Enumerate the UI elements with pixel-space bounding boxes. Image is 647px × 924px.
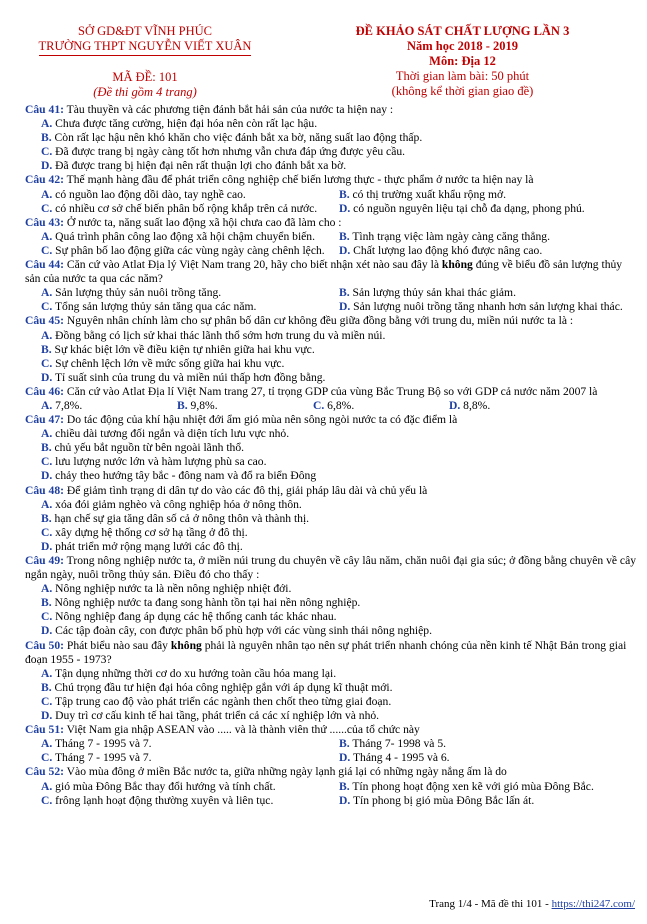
- option-letter: A.: [41, 427, 53, 441]
- question-text: Căn cứ vào Atlat Địa lí Việt Nam trang 27, tỉ trọng GDP của vùng Bắc Trung Bộ so với GDP cả nước năm 2007 là: [63, 384, 598, 398]
- question: [25, 216, 637, 258]
- question-number: Câu 49:: [25, 554, 64, 567]
- option-letter: B.: [41, 680, 52, 694]
- answer-option[interactable]: [41, 737, 339, 751]
- answer-option[interactable]: [25, 145, 637, 159]
- question-number: Câu 45:: [25, 314, 64, 328]
- option-text: Đã được trang bị hiện đại nên rất thuận lợi cho đánh bắt xa bờ.: [52, 159, 347, 173]
- question-number: Câu 41:: [25, 103, 64, 116]
- option-letter: B.: [339, 187, 350, 201]
- option-letter: D.: [41, 539, 53, 553]
- exam-code: MÃ ĐỀ: 101: [112, 70, 178, 84]
- option-letter: C.: [41, 455, 53, 469]
- question-stem: [25, 314, 637, 328]
- option-text: chiều dài tương đối ngắn và diện tích lưu vực nhỏ.: [52, 427, 290, 441]
- answer-option[interactable]: [41, 751, 339, 765]
- option-row: [25, 202, 637, 216]
- answer-option[interactable]: [25, 498, 637, 512]
- answer-option[interactable]: [25, 681, 637, 695]
- answer-option[interactable]: [25, 695, 637, 709]
- question: [25, 258, 637, 314]
- answer-option[interactable]: [25, 540, 637, 554]
- department: SỞ GD&ĐT VĨNH PHÚC: [78, 24, 212, 38]
- answer-option[interactable]: [25, 427, 637, 441]
- option-letter: A.: [41, 117, 53, 131]
- option-text: Tập trung cao độ vào phát triển các ngành then chốt theo từng giai đoạn.: [52, 694, 392, 708]
- option-text: Tháng 4 - 1995 và 6.: [350, 751, 450, 765]
- option-letter: A.: [41, 398, 53, 412]
- question-stem: [25, 413, 637, 427]
- answer-option[interactable]: [177, 399, 313, 413]
- question-number: Câu 46:: [25, 384, 64, 398]
- answer-option[interactable]: [41, 230, 339, 244]
- option-row: [25, 399, 637, 413]
- option-text: chảy theo hướng tây bắc - đông nam và đổ ra biển Đông: [52, 469, 317, 483]
- option-letter: A.: [41, 286, 53, 300]
- option-text: có thị trường xuất khẩu rộng mở.: [349, 187, 506, 201]
- answer-option[interactable]: [41, 244, 339, 258]
- question: [25, 173, 637, 215]
- option-text: có nhiều cơ sở chế biến phân bố rộng khắp trên cả nước.: [52, 201, 318, 215]
- question-stem: [25, 554, 637, 582]
- option-text: Tổng sản lượng thủy sản tăng qua các năm.: [52, 300, 257, 314]
- answer-option[interactable]: [339, 244, 637, 258]
- option-letter: C.: [313, 398, 325, 412]
- option-text: Tình trạng việc làm ngày càng căng thẳng.: [349, 229, 550, 243]
- option-letter: D.: [339, 243, 351, 257]
- option-text: 6,8%.: [324, 398, 355, 412]
- header-left: [20, 24, 270, 100]
- option-text: Nông nghiệp nước ta là nền nông nghiệp nhiệt đới.: [52, 582, 292, 596]
- option-letter: C.: [41, 145, 53, 159]
- option-letter: B.: [41, 441, 52, 455]
- option-text: phát triển mở rộng mạng lưới các đô thị.: [52, 539, 243, 553]
- option-text: gió mùa Đông Bắc thay đổi hướng và tính chất.: [52, 779, 276, 793]
- answer-option[interactable]: [25, 371, 637, 385]
- answer-option[interactable]: [25, 709, 637, 723]
- option-letter: A.: [41, 666, 53, 680]
- option-letter: D.: [41, 370, 53, 384]
- subject: Môn: Địa 12: [429, 54, 496, 68]
- option-text: chủ yếu bắt nguồn từ bên ngoài lãnh thổ.: [51, 441, 245, 455]
- exam-title: ĐỀ KHẢO SÁT CHẤT LƯỢNG LẦN 3: [355, 24, 570, 38]
- answer-option[interactable]: [41, 300, 339, 314]
- question: [25, 723, 637, 765]
- answer-option[interactable]: [25, 343, 637, 357]
- time-note: (không kể thời gian giao đề): [391, 84, 534, 98]
- option-letter: C.: [41, 243, 53, 257]
- option-letter: D.: [449, 398, 461, 412]
- option-letter: D.: [41, 469, 53, 483]
- answer-option[interactable]: [339, 737, 637, 751]
- question: [25, 765, 637, 807]
- answer-option[interactable]: [339, 780, 637, 794]
- answer-option[interactable]: [41, 202, 339, 216]
- answer-option[interactable]: [339, 794, 637, 808]
- answer-option[interactable]: [41, 780, 339, 794]
- option-letter: D.: [41, 159, 53, 173]
- option-text: Duy trì cơ cấu kinh tế hai tầng, phát triển cả các xí nghiệp lớn và nhỏ.: [52, 709, 380, 723]
- question-stem: [25, 723, 637, 737]
- option-row: [25, 244, 637, 258]
- answer-option[interactable]: [25, 582, 637, 596]
- option-text: 8,8%.: [460, 398, 491, 412]
- footer-text: Trang 1/4 - Mã đề thi 101 -: [429, 898, 552, 910]
- option-text: Sự khác biệt lớn về điều kiện tự nhiên giữa hai khu vực.: [51, 342, 315, 356]
- answer-option[interactable]: [41, 188, 339, 202]
- option-text: có nguồn lao động dồi dào, tay nghề cao.: [52, 187, 246, 201]
- time-limit: Thời gian làm bài: 50 phút: [395, 69, 530, 83]
- page-footer: [429, 898, 635, 910]
- question: [25, 484, 637, 554]
- option-text: Đã được trang bị ngày càng tốt hơn nhưng vẫn chưa đáp ứng được yêu cầu.: [52, 145, 406, 159]
- question-text: đúng về biểu đồ sản lượng thủy sản của nước ta qua các năm?: [25, 258, 623, 286]
- option-text: Tận dụng những thời cơ do xu hướng toàn cầu hóa mang lại.: [52, 666, 337, 680]
- question-text: Ở nước ta, năng suất lao động xã hội chưa cao đã làm cho :: [63, 215, 342, 229]
- option-letter: A.: [41, 187, 53, 201]
- option-letter: B.: [177, 398, 188, 412]
- question-stem: [25, 173, 637, 187]
- option-text: Tín phong hoạt động xen kẽ với gió mùa Đông Bắc.: [349, 779, 594, 793]
- answer-option[interactable]: [25, 357, 637, 371]
- question-text: Vào mùa đông ở miền Bắc nước ta, giữa những ngày lạnh giá lại có những ngày nắng ấm là do: [63, 765, 507, 779]
- answer-option[interactable]: [25, 469, 637, 483]
- answer-option[interactable]: [25, 329, 637, 343]
- question-stem: [25, 385, 637, 399]
- option-text: xây dựng hệ thống cơ sở hạ tầng ở đô thị.: [52, 525, 248, 539]
- option-letter: C.: [41, 694, 53, 708]
- option-letter: D.: [339, 201, 351, 215]
- answer-option[interactable]: [339, 751, 637, 765]
- option-letter: D.: [41, 624, 53, 638]
- question-number: Câu 52:: [25, 765, 64, 779]
- option-letter: C.: [41, 610, 53, 624]
- option-letter: A.: [41, 737, 53, 751]
- question-stem: [25, 765, 637, 779]
- question-text: Để giảm tình trạng di dân tự do vào các đô thị, giải pháp lâu dài và chủ yếu là: [63, 483, 428, 497]
- question-stem: [25, 216, 637, 230]
- school-year: Năm học 2018 - 2019: [406, 39, 519, 53]
- option-text: Tín phong bị gió mùa Đông Bắc lấn át.: [350, 793, 535, 807]
- option-letter: A.: [41, 582, 53, 596]
- header-right: [290, 24, 635, 99]
- question-number: Câu 43:: [25, 215, 64, 229]
- option-letter: D.: [339, 793, 351, 807]
- answer-option[interactable]: [339, 286, 637, 300]
- option-text: Nông nghiệp nước ta đang song hành tồn tại hai nền nông nghiệp.: [51, 596, 361, 610]
- question-text: Trong nông nghiệp nước ta, ở miền núi trung du chuyên về cây lâu năm, chăn nuôi đại gia súc; ở đồng bằng chuyên về cây ngắn ngày, nuôi trồng thủy sản. Điều đó cho thấy :: [25, 554, 637, 582]
- question-stem: [25, 484, 637, 498]
- option-text: Các tập đoàn cây, con được phân bố phù hợp với các vùng sinh thái nông nghiệp.: [52, 624, 432, 638]
- option-row: [25, 188, 637, 202]
- option-row: [25, 737, 637, 751]
- question-text: Phát biểu nào sau đây: [63, 638, 171, 652]
- option-text: Quá trình phân công lao động xã hội chậm chuyển biến.: [52, 229, 316, 243]
- answer-option[interactable]: [25, 159, 637, 173]
- option-text: Sản lượng thủy sản nuôi trồng tăng.: [52, 286, 222, 300]
- option-text: Tỉ suất sinh của trung du và miền núi thấp hơn đồng bằng.: [52, 370, 326, 384]
- question-text: Tàu thuyền và các phương tiện đánh bắt hải sản của nước ta hiện nay :: [63, 103, 394, 116]
- option-text: Tháng 7- 1998 và 5.: [349, 737, 447, 751]
- option-text: Chưa được tăng cường, hiện đại hóa nên còn rất lạc hậu.: [52, 117, 318, 131]
- option-letter: B.: [41, 596, 52, 610]
- option-letter: A.: [41, 497, 53, 511]
- answer-option[interactable]: [25, 117, 637, 131]
- option-text: Đồng bằng có lịch sử khai thác lãnh thổ sớm hơn trung du và miền núi.: [52, 328, 386, 342]
- option-text: Nông nghiệp đang áp dụng các hệ thống canh tác khác nhau.: [52, 610, 337, 624]
- option-text: frông lạnh hoạt động thường xuyên và liên tục.: [52, 793, 274, 807]
- question-number: Câu 51:: [25, 723, 64, 737]
- option-text: có nguồn nguyên liệu tại chỗ đa dạng, phong phú.: [350, 201, 585, 215]
- answer-option[interactable]: [313, 399, 449, 413]
- answer-option[interactable]: [25, 455, 637, 469]
- option-letter: A.: [41, 779, 53, 793]
- question-list: [25, 103, 637, 808]
- answer-option[interactable]: [339, 300, 637, 314]
- option-text: Sự phân bố lao động giữa các vùng ngày càng chênh lệch.: [52, 243, 325, 257]
- answer-option[interactable]: [339, 188, 637, 202]
- question-number: Câu 47:: [25, 413, 64, 427]
- answer-option[interactable]: [41, 286, 339, 300]
- question-text: Căn cứ vào Atlat Địa lý Việt Nam trang 20, hãy cho biết nhận xét nào sau đây là: [63, 258, 442, 272]
- option-row: [25, 286, 637, 300]
- option-text: Còn rất lạc hậu nên khó khăn cho việc đánh bắt xa bờ, năng suất lao động thấp.: [51, 131, 423, 145]
- answer-option[interactable]: [339, 230, 637, 244]
- question: [25, 554, 637, 639]
- option-text: Chú trọng đầu tư hiện đại hóa công nghiệp gắn với áp dụng kĩ thuật mới.: [51, 680, 393, 694]
- question-text: Do tác động của khí hậu nhiệt đới ẩm gió mùa nên sông ngòi nước ta có đặc điểm là: [63, 413, 458, 427]
- option-letter: B.: [339, 737, 350, 751]
- answer-option[interactable]: [25, 667, 637, 681]
- option-letter: C.: [41, 525, 53, 539]
- question-text: Việt Nam gia nhập ASEAN vào ..... và là thành viên thứ ......của tổ chức này: [63, 723, 420, 737]
- question-number: Câu 48:: [25, 483, 64, 497]
- question: [25, 413, 637, 483]
- option-row: [25, 794, 637, 808]
- question: [25, 314, 637, 384]
- school-name: TRƯỜNG THPT NGUYỄN VIẾT XUÂN: [39, 39, 252, 56]
- option-text: hạn chế sự gia tăng dân số cả ở nông thôn và thành thị.: [51, 511, 310, 525]
- option-row: [25, 751, 637, 765]
- footer-link[interactable]: https://thi247.com/: [551, 898, 635, 910]
- answer-option[interactable]: [449, 399, 585, 413]
- option-letter: B.: [41, 131, 52, 145]
- option-letter: B.: [41, 511, 52, 525]
- answer-option[interactable]: [25, 441, 637, 455]
- option-row: [25, 780, 637, 794]
- answer-option[interactable]: [25, 596, 637, 610]
- question: [25, 385, 637, 413]
- page-count: (Đề thi gồm 4 trang): [93, 85, 197, 99]
- option-text: Sản lượng thủy sản khai thác giảm.: [349, 286, 516, 300]
- option-letter: B.: [339, 779, 350, 793]
- question-stem: [25, 103, 637, 117]
- question-stem: [25, 258, 637, 286]
- option-text: xóa đói giảm nghèo và công nghiệp hóa ở nông thôn.: [52, 497, 302, 511]
- answer-option[interactable]: [25, 610, 637, 624]
- option-letter: D.: [339, 751, 351, 765]
- option-letter: C.: [41, 356, 53, 370]
- question: [25, 639, 637, 724]
- option-letter: D.: [41, 709, 53, 723]
- answer-option[interactable]: [41, 794, 339, 808]
- option-row: [25, 230, 637, 244]
- option-letter: C.: [41, 300, 53, 314]
- answer-option[interactable]: [339, 202, 637, 216]
- question-number: Câu 42:: [25, 173, 64, 187]
- option-row: [25, 300, 637, 314]
- option-text: 9,8%.: [187, 398, 218, 412]
- question-number: Câu 44:: [25, 258, 64, 272]
- option-letter: B.: [339, 229, 350, 243]
- option-letter: D.: [339, 300, 351, 314]
- question-emphasis: không: [170, 638, 202, 652]
- question-stem: [25, 639, 637, 667]
- option-letter: C.: [41, 751, 53, 765]
- option-letter: B.: [339, 286, 350, 300]
- option-text: lưu lượng nước lớn và hàm lượng phù sa cao.: [52, 455, 267, 469]
- option-text: Sự chênh lệch lớn về mức sống giữa hai khu vực.: [52, 356, 285, 370]
- option-letter: A.: [41, 229, 53, 243]
- question-text: Thế mạnh hàng đầu để phát triển công nghiệp chế biến lương thực - thực phẩm ở nước ta hiện nay là: [63, 173, 534, 187]
- option-letter: B.: [41, 342, 52, 356]
- question-text: phải là nguyên nhân tạo nên sự phát triển nhanh chóng của nền kinh tế Nhật Bản trong giai đoạn 1955 - 1973?: [25, 638, 627, 666]
- option-text: Chất lượng lao động khó được nâng cao.: [350, 243, 543, 257]
- option-letter: C.: [41, 793, 53, 807]
- question: [25, 103, 637, 173]
- option-text: Tháng 7 - 1995 và 7.: [52, 737, 152, 751]
- option-letter: C.: [41, 201, 53, 215]
- answer-option[interactable]: [25, 526, 637, 540]
- question-text: Nguyên nhân chính làm cho sự phân bố dân cư không đều giữa đồng bằng với trung du, miền núi nước ta là :: [63, 314, 574, 328]
- option-letter: A.: [41, 328, 53, 342]
- answer-option[interactable]: [25, 624, 637, 638]
- option-text: 7,8%.: [52, 398, 83, 412]
- option-text: Sản lượng nuôi trồng tăng nhanh hơn sản lượng khai thác.: [350, 300, 623, 314]
- answer-option[interactable]: [25, 512, 637, 526]
- option-text: Tháng 7 - 1995 và 7.: [52, 751, 152, 765]
- answer-option[interactable]: [41, 399, 177, 413]
- question-number: Câu 50:: [25, 638, 64, 652]
- question-emphasis: không: [441, 258, 473, 272]
- answer-option[interactable]: [25, 131, 637, 145]
